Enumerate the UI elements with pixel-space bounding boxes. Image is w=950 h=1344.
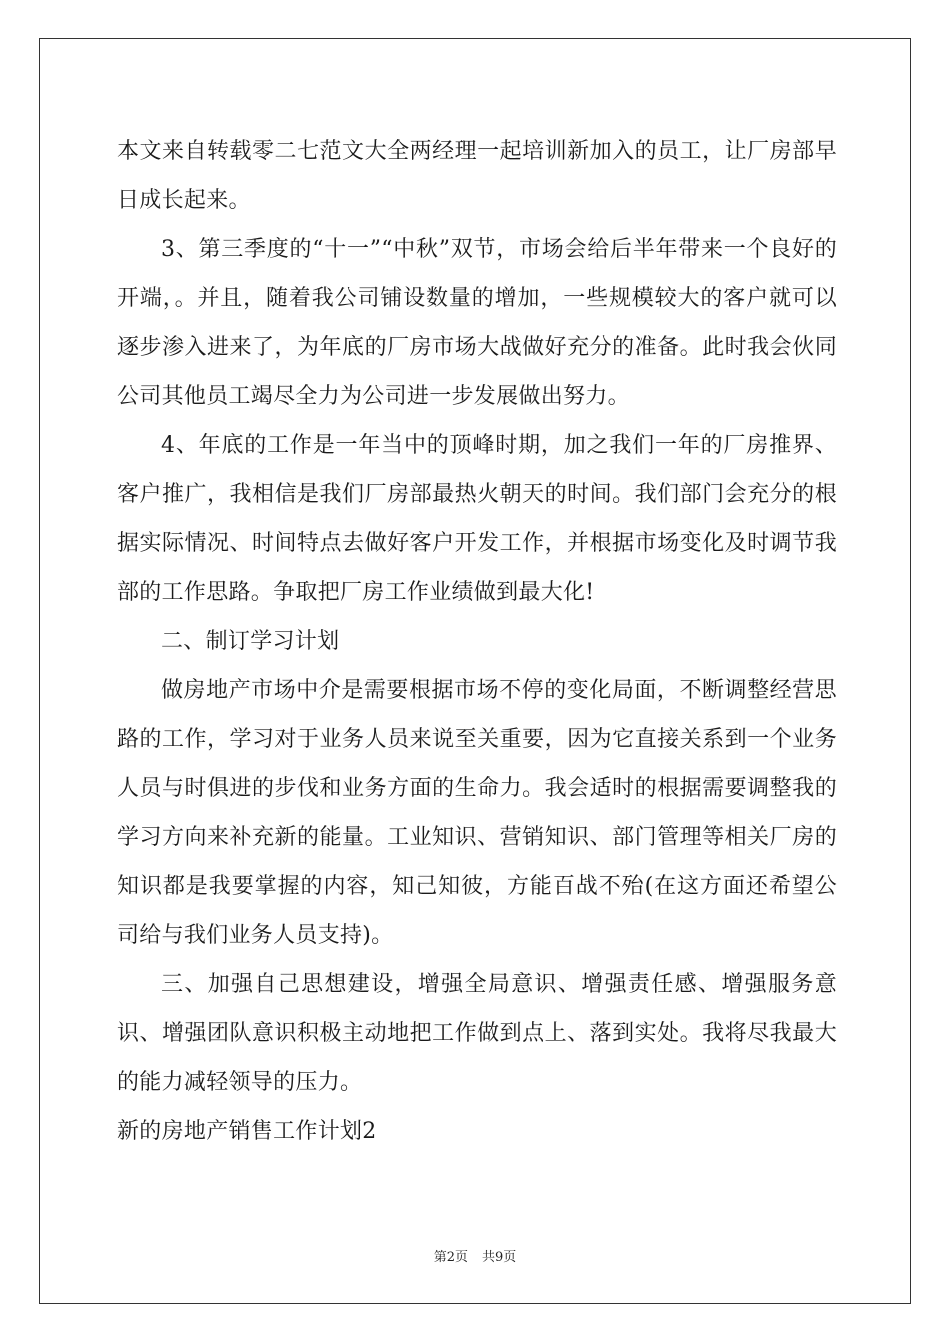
paragraph: 3、第三季度的“十一”“中秋”双节，市场会给后半年带来一个良好的开端，。并且，随着我公司铺设数量的增加，一些规模较大的客户就可以逐步渗入进来了，为年底的厂房市场大战做好充分的准备。此时我会伙同公司其他员工竭尽全力为公司进一步发展做出努力。 <box>117 237 837 409</box>
paragraph: 三、加强自己思想建设，增强全局意识、增强责任感、增强服务意识、增强团队意识积极主动地把工作做到点上、落到实处。我将尽我最大的能力减轻领导的压力。 <box>117 972 837 1095</box>
page-total: 共9页 <box>482 1250 517 1265</box>
document-subtitle: 新的房地产销售工作计划2 <box>117 1119 377 1144</box>
page-number: 第2页 <box>433 1250 468 1265</box>
page-footer <box>0 1246 950 1265</box>
paragraph: 4、年底的工作是一年当中的顶峰时期，加之我们一年的厂房推界、客户推广，我相信是我们厂房部最热火朝天的时间。我们部门会充分的根据实际情况、时间特点去做好客户开发工作，并根据市场变化及时调节我部的工作思路。争取把厂房工作业绩做到最大化! <box>117 433 837 605</box>
section-heading: 二、制订学习计划 <box>161 629 340 654</box>
paragraph: 做房地产市场中介是需要根据市场不停的变化局面，不断调整经营思路的工作，学习对于业务人员来说至关重要，因为它直接关系到一个业务人员与时俱进的步伐和业务方面的生命力。我会适时的根据需要调整我的学习方向来补充新的能量。工业知识、营销知识、部门管理等相关厂房的知识都是我要掌握的内容，知己知彼，方能百战不殆(在这方面还希望公司给与我们业务人员支持)。 <box>117 678 837 948</box>
document-body <box>117 127 837 1156</box>
paragraph: 本文来自转载零二七范文大全两经理一起培训新加入的员工，让厂房部早日成长起来。 <box>117 139 837 213</box>
